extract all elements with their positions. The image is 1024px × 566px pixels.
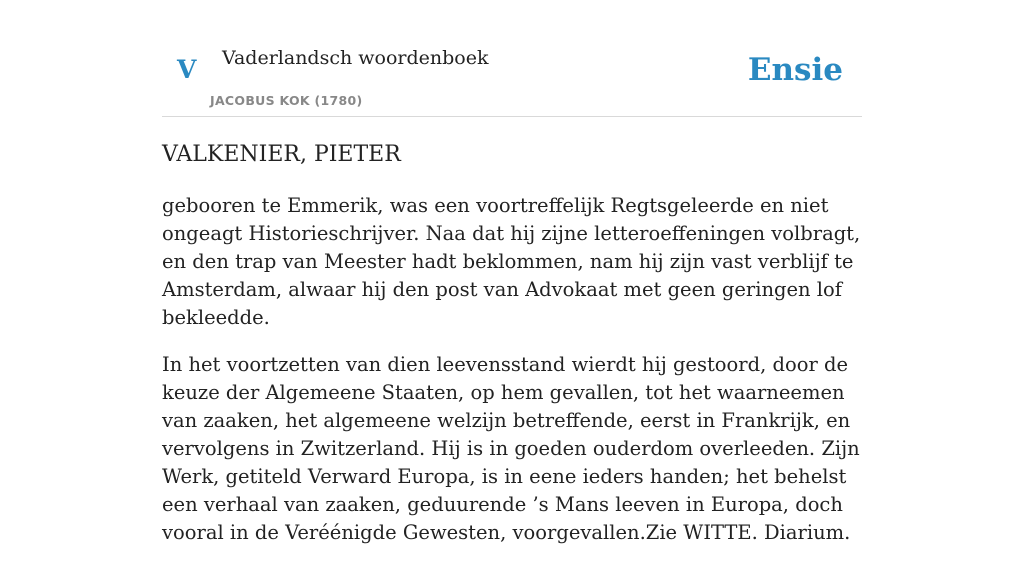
book-title[interactable]: Vaderlandsch woordenboek [222, 47, 489, 69]
page [162, 0, 862, 544]
book-author: JACOBUS KOK (1780) [210, 93, 363, 108]
site-logo-link[interactable]: Ensie [747, 52, 843, 88]
entry-paragraph: gebooren te Emmerik, was een voortreffelijk Regtsgeleerde en niet ongeagt Historieschrijver. Naa dat hij zijne letteroeffeningen volbragt, en den trap van Meester hadt beklommen, nam hij zijn vast verblijf te Amsterdam, alwaar hij den post van Advokaat met geen geringen lof bekleedde. [162, 194, 861, 329]
entry-title: VALKENIER, PIETER [162, 142, 401, 167]
page-header [162, 0, 862, 117]
entry-paragraph: In het voortzetten van dien leevensstand wierdt hij gestoord, door de keuze der Algemeene Staaten, op hem gevallen, tot het waarneemen van zaaken, het algemeene welzijn betreffende, eerst in Frankrijk, en vervolgens in Zwitzerland. Hij is in goeden ouderdom overleeden. Zijn Werk, getiteld Verward Europa, is in eene ieders handen; het behelst een verhaal van zaaken, geduurende ’s Mans leeven in Europa, doch vooral in de Veréénigde Gewesten, voorgevallen.Zie WITTE. Diarium. [162, 353, 860, 544]
volume-letter-badge[interactable]: V [177, 55, 197, 84]
entry-body [162, 192, 862, 566]
